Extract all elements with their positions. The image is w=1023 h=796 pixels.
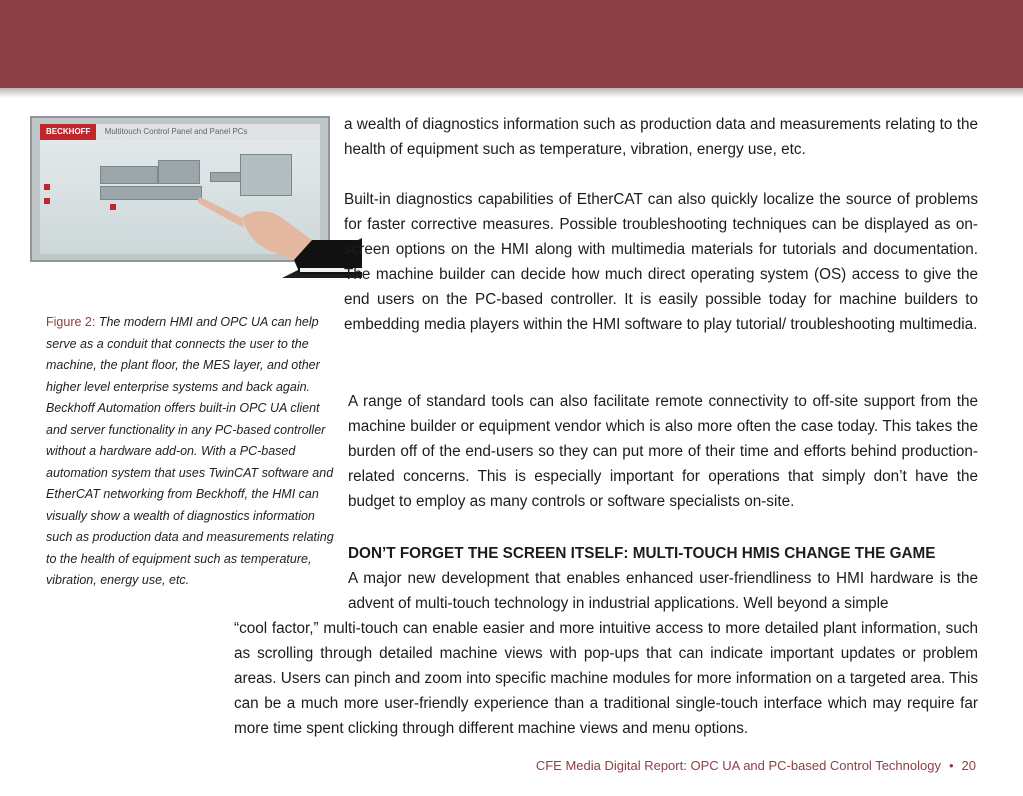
footer-bullet: • [948,758,954,773]
paragraph-4: A major new development that enables enhanced user-friendliness to HMI hardware is the advent of multi-touch technology in industrial applications. Well beyond a simple [348,570,978,612]
paragraph-5: “cool factor,” multi-touch can enable easier and more intuitive access to more detailed plant information, such as scrolling through detailed machine views with pop-ups that can indicate important updates or problem areas. Users can pinch and zoom into specific machine modules for more information on a targeted area. This can be a much more user-friendly experience than a traditional single-touch interface which may require far more time spent clicking through different machine views and menu options. [234,620,978,737]
header-banner [0,0,1023,88]
page-footer [400,758,976,773]
hmi-screen-title: Multitouch Control Panel and Panel PCs [104,127,248,136]
paragraph-2: Built-in diagnostics capabilities of EtherCAT can also quickly localize the source of problems for faster corrective measures. Possible troubleshooting techniques can be displayed as on-screen options on the HMI along with multimedia materials for tutorials and documentation. The machine builder can decide how much direct operating system (OS) access to give the end users on the PC-based controller. It is easily possible today for machine builders to embedding media players within the HMI software to play tutorial/ troubleshooting multimedia. [344,191,978,333]
beckhoff-logo: BECKHOFF [40,124,96,140]
hmi-screen-titlebar [40,124,320,140]
figure-caption [46,312,336,592]
header-banner-shadow [0,88,1023,98]
section-heading: DON’T FORGET THE SCREEN ITSELF: MULTI-TOUCH HMIS CHANGE THE GAME [348,545,936,562]
footer-report-title: CFE Media Digital Report: OPC UA and PC-based Control Technology [535,758,941,773]
alarm-indicator [44,198,50,204]
hand-icon [182,178,362,278]
machine-module [100,166,158,184]
paragraph-3: A range of standard tools can also facilitate remote connectivity to off-site support from the machine builder or equipment vendor which is also more often the case today. This takes the burden off of the end-users so they can put more of their time and efforts behind production-related concerns. This is especially important for operations that simply don’t have the budget to employ as many controls or software specialists on-site. [348,393,978,510]
alarm-indicator [110,204,116,210]
figure-caption-label: Figure 2: [46,315,96,329]
page-number: 20 [961,758,976,773]
paragraph-1: a wealth of diagnostics information such as production data and measurements relating to the health of equipment such as temperature, vibration, energy use, etc. [344,116,978,158]
hmi-monitor [30,116,330,262]
figure-image [0,108,330,308]
figure-caption-text: The modern HMI and OPC UA can help serve as a conduit that connects the user to the machine, the plant floor, the MES layer, and other higher level enterprise systems and back again. Beckhoff Automation offers built-in OPC UA client and server functionality in any PC-based controller without a hardware add-on. With a PC-based automation system that uses TwinCAT software and EtherCAT networking from Beckhoff, the HMI can visually show a wealth of diagnostics information such as production data and measurements relating to the health of equipment such as temperature, vibration, energy use, etc. [46,315,334,587]
alarm-indicator [44,184,50,190]
